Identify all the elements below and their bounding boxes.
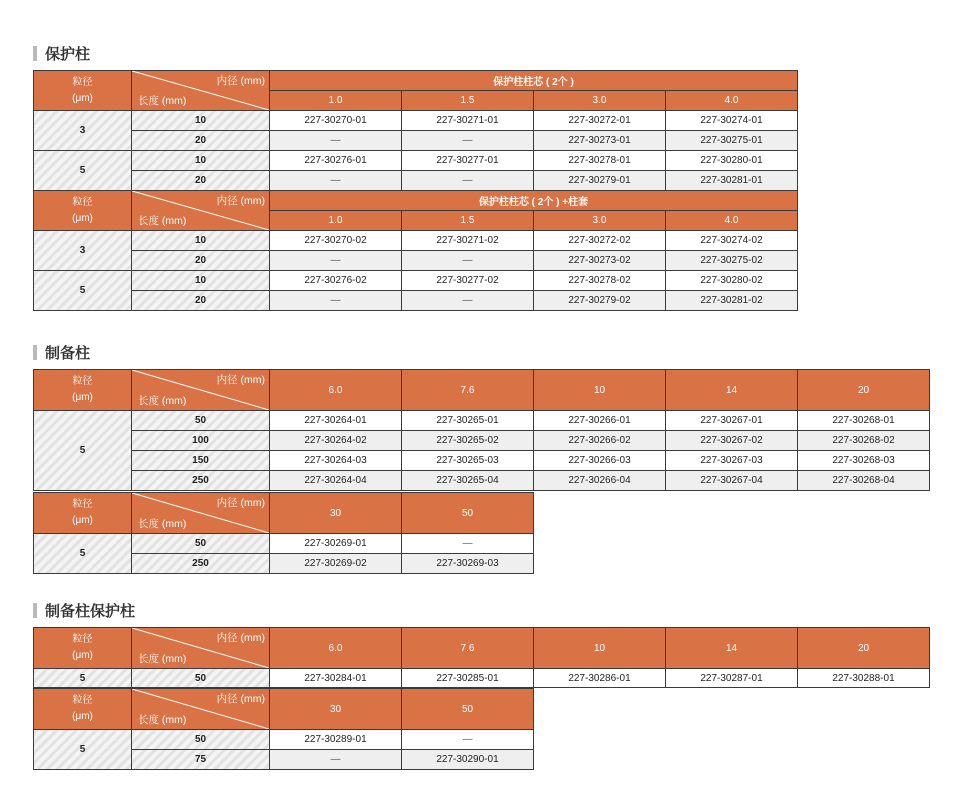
prep-column-table-large — [33, 492, 534, 574]
inner-diameter-header: 7.6 — [402, 370, 534, 411]
particle-size-label: 粒径 — [72, 499, 93, 510]
part-number-cell: 227-30276-01 — [270, 151, 402, 171]
header-row — [34, 628, 930, 669]
length-label: 长度 (mm) — [138, 653, 187, 665]
diagonal-header — [132, 71, 270, 111]
length-value: 50 — [132, 730, 270, 750]
length-value: 50 — [132, 534, 270, 554]
part-number-cell: 227-30277-02 — [402, 271, 534, 291]
particle-size-value: 5 — [34, 534, 132, 574]
part-number-cell: 227-30265-02 — [402, 431, 534, 451]
length-value: 20 — [132, 251, 270, 271]
particle-size-label: 粒径 — [72, 196, 93, 208]
title-bar-icon — [33, 345, 37, 360]
part-number-cell: 227-30280-01 — [666, 151, 798, 171]
length-label: 长度 (mm) — [138, 95, 187, 107]
header-row — [34, 493, 534, 534]
part-number-cell: 227-30281-01 — [666, 171, 798, 191]
part-number-cell: 227-30271-02 — [402, 231, 534, 251]
inner-diameter-header: 1.5 — [402, 211, 534, 231]
part-number-cell: 227-30272-01 — [534, 111, 666, 131]
part-number-cell: 227-30270-01 — [270, 111, 402, 131]
inner-diameter-header: 1.5 — [402, 91, 534, 111]
part-number-cell: — — [402, 131, 534, 151]
part-number-cell: 227-30275-01 — [666, 131, 798, 151]
length-value: 20 — [132, 171, 270, 191]
table-row — [34, 231, 798, 251]
length-value: 10 — [132, 271, 270, 291]
particle-size-label: 粒径 — [72, 634, 93, 645]
part-number-cell: 227-30280-02 — [666, 271, 798, 291]
part-number-cell: 227-30269-02 — [270, 554, 402, 574]
length-value: 10 — [132, 231, 270, 251]
table-row — [34, 431, 930, 451]
table-row — [34, 534, 534, 554]
inner-diameter-label: 内径 (mm) — [216, 693, 265, 705]
part-number-cell: 227-30266-04 — [534, 471, 666, 491]
length-value: 250 — [132, 471, 270, 491]
length-value: 50 — [132, 669, 270, 688]
table-row — [34, 151, 798, 171]
header-row — [34, 370, 930, 411]
prep-column-table — [33, 369, 930, 491]
inner-diameter-header: 6.0 — [270, 370, 402, 411]
part-number-cell: — — [270, 291, 402, 311]
inner-diameter-label: 内径 (mm) — [216, 75, 265, 87]
particle-size-value: 3 — [34, 111, 132, 151]
part-number-cell: 227-30285-01 — [402, 669, 534, 688]
inner-diameter-header: 6.0 — [270, 628, 402, 669]
particle-size-value: 5 — [34, 151, 132, 191]
part-number-cell: 227-30275-02 — [666, 251, 798, 271]
inner-diameter-label: 内径 (mm) — [216, 632, 265, 644]
part-number-cell: 227-30289-01 — [270, 730, 402, 750]
inner-diameter-header: 7.6 — [402, 628, 534, 669]
particle-size-header — [34, 71, 132, 111]
diagonal-header — [132, 370, 270, 411]
length-value: 10 — [132, 151, 270, 171]
part-number-cell: 227-30267-01 — [666, 411, 798, 431]
part-number-cell: 227-30273-02 — [534, 251, 666, 271]
part-number-cell: 227-30284-01 — [270, 669, 402, 688]
length-value: 250 — [132, 554, 270, 574]
part-number-cell: 227-30273-01 — [534, 131, 666, 151]
length-value: 75 — [132, 750, 270, 770]
part-number-cell: 227-30271-01 — [402, 111, 534, 131]
length-value: 50 — [132, 411, 270, 431]
inner-diameter-label: 内径 (mm) — [216, 497, 265, 509]
particle-size-unit: (μm) — [72, 650, 93, 661]
length-label: 长度 (mm) — [138, 518, 187, 530]
section-title-guard: 保护柱 — [33, 43, 90, 64]
inner-diameter-header: 20 — [798, 628, 930, 669]
title-bar-icon — [33, 603, 37, 618]
part-number-cell: 227-30265-03 — [402, 451, 534, 471]
inner-diameter-label: 内径 (mm) — [216, 374, 265, 386]
diagonal-header — [132, 493, 270, 534]
length-value: 150 — [132, 451, 270, 471]
inner-diameter-header: 20 — [798, 370, 930, 411]
particle-size-unit: (μm) — [72, 711, 93, 722]
header-row — [34, 191, 798, 211]
part-number-cell: 227-30288-01 — [798, 669, 930, 688]
section-title-prep: 制备柱 — [33, 342, 90, 363]
particle-size-value: 3 — [34, 231, 132, 271]
diagonal-header — [132, 689, 270, 730]
group-header: 保护柱柱芯 ( 2个 ) — [270, 71, 798, 91]
particle-size-value: 5 — [34, 730, 132, 770]
table-row — [34, 251, 798, 271]
table-row — [34, 271, 798, 291]
inner-diameter-header: 10 — [534, 628, 666, 669]
table-row — [34, 471, 930, 491]
part-number-cell: 227-30277-01 — [402, 151, 534, 171]
length-value: 100 — [132, 431, 270, 451]
part-number-cell: 227-30274-02 — [666, 231, 798, 251]
prep-guard-table — [33, 627, 930, 688]
particle-size-header — [34, 493, 132, 534]
inner-diameter-header: 1.0 — [270, 211, 402, 231]
part-number-cell: 227-30268-01 — [798, 411, 930, 431]
table-row — [34, 451, 930, 471]
particle-size-unit: (μm) — [72, 212, 93, 224]
particle-size-header — [34, 628, 132, 669]
guard-column-table — [33, 70, 798, 311]
length-label: 长度 (mm) — [138, 714, 187, 726]
part-number-cell: — — [270, 131, 402, 151]
inner-diameter-header: 4.0 — [666, 91, 798, 111]
part-number-cell: 227-30264-03 — [270, 451, 402, 471]
length-label: 长度 (mm) — [138, 215, 187, 227]
particle-size-header — [34, 689, 132, 730]
table-row — [34, 111, 798, 131]
length-label: 长度 (mm) — [138, 395, 187, 407]
part-number-cell: 227-30269-01 — [270, 534, 402, 554]
table-row — [34, 669, 930, 688]
part-number-cell: 227-30272-02 — [534, 231, 666, 251]
particle-size-value: 5 — [34, 669, 132, 688]
part-number-cell: 227-30268-04 — [798, 471, 930, 491]
inner-diameter-header: 50 — [402, 493, 534, 534]
particle-size-label: 粒径 — [72, 376, 93, 387]
particle-size-header — [34, 191, 132, 231]
inner-diameter-header: 3.0 — [534, 91, 666, 111]
part-number-cell: 227-30264-04 — [270, 471, 402, 491]
particle-size-label: 粒径 — [72, 76, 93, 88]
header-row — [34, 689, 534, 730]
table-row — [34, 131, 798, 151]
part-number-cell: 227-30266-03 — [534, 451, 666, 471]
part-number-cell: — — [402, 534, 534, 554]
part-number-cell: 227-30268-03 — [798, 451, 930, 471]
particle-size-unit: (μm) — [72, 92, 93, 104]
header-row — [34, 71, 798, 91]
part-number-cell: 227-30266-01 — [534, 411, 666, 431]
part-number-cell: 227-30270-02 — [270, 231, 402, 251]
title-bar-icon — [33, 46, 37, 61]
part-number-cell: 227-30286-01 — [534, 669, 666, 688]
inner-diameter-header: 14 — [666, 370, 798, 411]
inner-diameter-header: 50 — [402, 689, 534, 730]
section-title-prep-guard: 制备柱保护柱 — [33, 600, 135, 621]
particle-size-unit: (μm) — [72, 392, 93, 403]
part-number-cell: 227-30276-02 — [270, 271, 402, 291]
part-number-cell: 227-30267-04 — [666, 471, 798, 491]
table-row — [34, 171, 798, 191]
part-number-cell: 227-30279-02 — [534, 291, 666, 311]
diagonal-header — [132, 191, 270, 231]
table-row — [34, 411, 930, 431]
inner-diameter-header: 30 — [270, 689, 402, 730]
particle-size-value: 5 — [34, 271, 132, 311]
part-number-cell: 227-30274-01 — [666, 111, 798, 131]
particle-size-header — [34, 370, 132, 411]
part-number-cell: 227-30265-01 — [402, 411, 534, 431]
inner-diameter-label: 内径 (mm) — [216, 195, 265, 207]
inner-diameter-header: 1.0 — [270, 91, 402, 111]
inner-diameter-header: 4.0 — [666, 211, 798, 231]
part-number-cell: 227-30279-01 — [534, 171, 666, 191]
part-number-cell: 227-30267-02 — [666, 431, 798, 451]
part-number-cell: 227-30267-03 — [666, 451, 798, 471]
diagonal-header — [132, 628, 270, 669]
part-number-cell: 227-30278-02 — [534, 271, 666, 291]
part-number-cell: — — [402, 291, 534, 311]
part-number-cell: — — [270, 750, 402, 770]
part-number-cell: 227-30264-02 — [270, 431, 402, 451]
table-row — [34, 730, 534, 750]
table-row — [34, 291, 798, 311]
part-number-cell: 227-30278-01 — [534, 151, 666, 171]
inner-diameter-header: 30 — [270, 493, 402, 534]
part-number-cell: 227-30265-04 — [402, 471, 534, 491]
part-number-cell: 227-30269-03 — [402, 554, 534, 574]
part-number-cell: — — [402, 171, 534, 191]
inner-diameter-header: 3.0 — [534, 211, 666, 231]
length-value: 20 — [132, 131, 270, 151]
inner-diameter-header: 10 — [534, 370, 666, 411]
part-number-cell: — — [270, 251, 402, 271]
part-number-cell: 227-30287-01 — [666, 669, 798, 688]
part-number-cell: — — [402, 251, 534, 271]
particle-size-unit: (μm) — [72, 515, 93, 526]
particle-size-value: 5 — [34, 411, 132, 491]
group-header: 保护柱柱芯 ( 2个 ) +柱套 — [270, 191, 798, 211]
part-number-cell: — — [270, 171, 402, 191]
part-number-cell: 227-30268-02 — [798, 431, 930, 451]
part-number-cell: 227-30266-02 — [534, 431, 666, 451]
part-number-cell: 227-30290-01 — [402, 750, 534, 770]
part-number-cell: — — [402, 730, 534, 750]
prep-guard-table-large — [33, 688, 534, 770]
part-number-cell: 227-30281-02 — [666, 291, 798, 311]
part-number-cell: 227-30264-01 — [270, 411, 402, 431]
inner-diameter-header: 14 — [666, 628, 798, 669]
length-value: 20 — [132, 291, 270, 311]
particle-size-label: 粒径 — [72, 695, 93, 706]
length-value: 10 — [132, 111, 270, 131]
